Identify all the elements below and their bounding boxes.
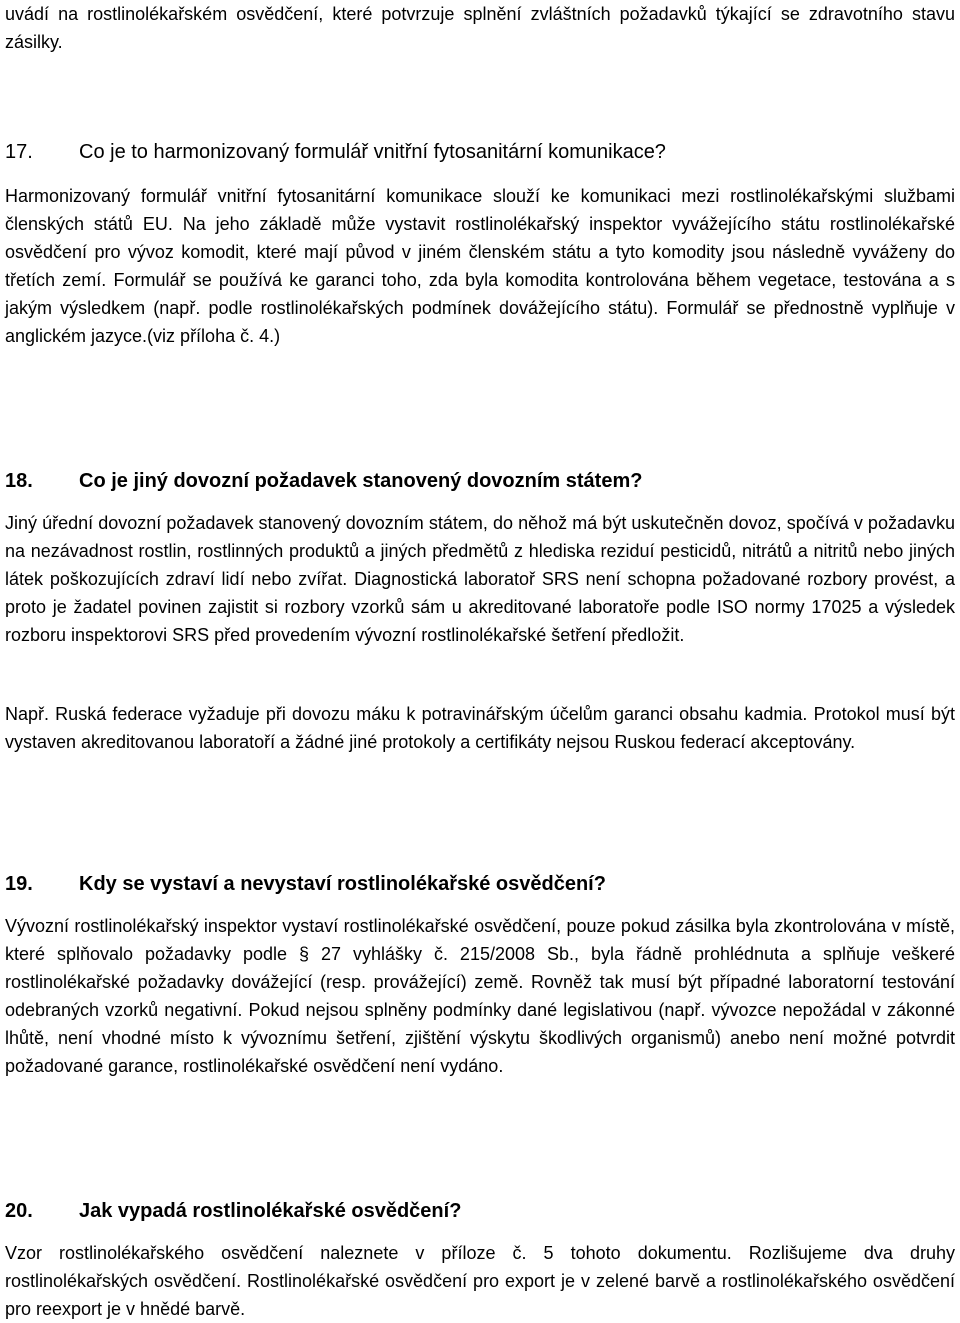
section-question: Jak vypadá rostlinolékařské osvědčení? <box>79 1200 462 1222</box>
section-number: 18. <box>5 470 33 492</box>
section-question: Kdy se vystaví a nevystaví rostlinolékařské osvědčení? <box>79 873 606 895</box>
section-18-paragraph-2: Např. Ruská federace vyžaduje při dovozu máku k potravinářským účelům garanci obsahu kadmia. Protokol musí být vystaven akreditovanou laboratoří a žádné jiné protokoly a certifikáty nejsou Ruskou federací akceptovány. <box>5 704 955 752</box>
section-18-heading <box>5 467 955 495</box>
section-17-heading <box>5 138 955 166</box>
intro-paragraph: uvádí na rostlinolékařském osvědčení, které potvrzuje splnění zvláštních požadavků týkající se zdravotního stavu zásilky. <box>5 4 955 52</box>
section-question: Co je to harmonizovaný formulář vnitřní fytosanitární komunikace? <box>79 141 666 163</box>
section-17-paragraph: Harmonizovaný formulář vnitřní fytosanitární komunikace slouží ke komunikaci mezi rostlinolékařskými službami členských států EU. Na jeho základě může vystavit rostlinolékařský inspektor vyvážejícího státu rostlinolékařské osvědčení pro vývoz komodit, které mají původ v jiném členském státu a tyto komodity jsou následně vyváženy do třetích zemí. Formulář se používá ke garanci toho, zda byla komodita kontrolována během vegetace, testována a s jakým výsledkem (např. podle rostlinolékařských podmínek dovážejícího státu). Formulář se přednostně vyplňuje v anglickém jazyce.(viz příloha č. 4.) <box>5 186 955 346</box>
section-number: 19. <box>5 873 33 895</box>
section-19-paragraph: Vývozní rostlinolékařský inspektor vystaví rostlinolékařské osvědčení, pouze pokud zásilka byla zkontrolována v místě, které splňovalo požadavky podle § 27 vyhlášky č. 215/2008 Sb., byla řádně prohlédnuta a splňuje veškeré rostlinolékařské požadavky dovážející (resp. provážející) země. Rovněž tak musí být případné laboratorní testování odebraných vzorků negativní. Pokud nejsou splněny podmínky dané legislativou (např. vývozce nepožádal v zákonné lhůtě, není vhodné místo k vývoznímu šetření, zjištění výskytu škodlivých organismů) anebo není možné potvrdit požadované garance, rostlinolékařské osvědčení není vydáno. <box>5 916 955 1076</box>
section-question: Co je jiný dovozní požadavek stanovený dovozním státem? <box>79 470 643 492</box>
section-20-paragraph: Vzor rostlinolékařského osvědčení naleznete v příloze č. 5 tohoto dokumentu. Rozlišujeme dva druhy rostlinolékařských osvědčení. Rostlinolékařské osvědčení pro export je v zelené barvě a rostlinolékařského osvědčení pro reexport je v hnědé barvě. <box>5 1243 955 1319</box>
section-20-heading <box>5 1197 955 1225</box>
section-18-paragraph-1: Jiný úřední dovozní požadavek stanovený dovozním státem, do něhož má být uskutečněn dovoz, spočívá v požadavku na nezávadnost rostlin, rostlinných produktů a jiných předmětů z hlediska reziduí pesticidů, nitrátů a nitritů nebo jiných látek poškozujících zdraví lidí nebo zvířat. Diagnostická laboratoř SRS není schopna požadované rozbory provést, a proto je žadatel povinen zajistit si rozbory vzorků sám u akreditované laboratoře podle ISO normy 17025 a výsledek rozboru inspektorovi SRS před provedením vývozní rostlinolékařské šetření předložit. <box>5 513 955 645</box>
section-number: 20. <box>5 1200 33 1222</box>
section-number: 17. <box>5 141 33 163</box>
section-19-heading <box>5 870 955 898</box>
